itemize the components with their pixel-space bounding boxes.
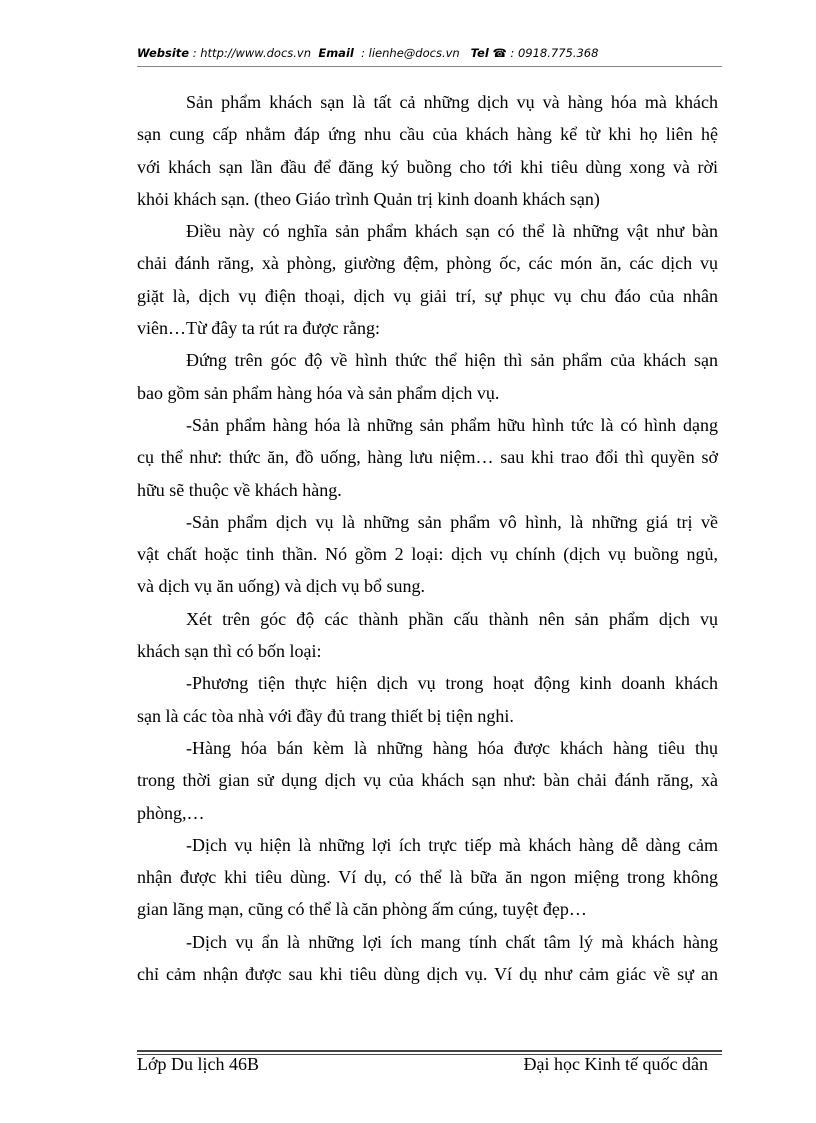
text-line: sạn cung cấp nhằm đáp ứng nhu cầu của khách hàng kể từ khi họ liên hệ [137,124,718,145]
paragraph [137,667,718,732]
text-line: -Sản phẩm dịch vụ là những sản phẩm vô hình, là những giá trị về [186,511,718,532]
tel-value: : 0918.775.368 [510,46,599,60]
website-label: Website [137,46,190,60]
text-line: vật chất hoặc tinh thần. Nó gồm 2 loại: dịch vụ chính (dịch vụ buồng ngủ, [137,544,718,565]
paragraph [137,344,718,409]
text-line: Đứng trên góc độ về hình thức thể hiện thì sản phẩm của khách sạn [186,350,718,371]
header-divider [137,66,722,67]
text-line: gian lãng mạn, cũng có thể là căn phòng ấm cúng, tuyệt đẹp… [137,899,587,920]
document-body [137,86,718,990]
text-line: viên…Từ đây ta rút ra được rằng: [137,318,380,339]
text-line: -Dịch vụ ẩn là những lợi ích mang tính chất tâm lý mà khách hàng [186,931,718,952]
paragraph [137,506,718,603]
paragraph [137,215,718,344]
text-line: -Sản phẩm hàng hóa là những sản phẩm hữu hình tức là có hình dạng [186,414,718,435]
text-line: sạn là các tòa nhà với đầy đủ trang thiết bị tiện nghi. [137,705,514,726]
email-link[interactable]: : lienhe@docs.vn [361,46,460,60]
paragraph [137,603,718,668]
phone-icon: ☎ [492,46,507,60]
text-line: hữu sẽ thuộc về khách hàng. [137,479,342,500]
text-line: cụ thể như: thức ăn, đồ uống, hàng lưu niệm… sau khi trao đổi thì quyền sở [137,447,718,468]
text-line: phòng,… [137,802,205,823]
text-line: nhận được khi tiêu dùng. Ví dụ, có thể là bữa ăn ngon miệng trong không [137,867,718,888]
text-line: chỉ cảm nhận được sau khi tiêu dùng dịch vụ. Ví dụ như cảm giác về sự an [137,964,718,985]
paragraph [137,926,718,991]
website-link[interactable]: : http://www.docs.vn [192,46,312,60]
footer-university: Đại học Kinh tế quốc dân [523,1054,708,1074]
paragraph [137,86,718,215]
text-line: Điều này có nghĩa sản phẩm khách sạn có thể là những vật như bàn [186,221,718,242]
email-label: Email [318,46,354,60]
text-line: với khách sạn lần đầu để đăng ký buồng cho tới khi tiêu dùng xong và rời [137,156,718,177]
text-line: trong thời gian sử dụng dịch vụ của khách sạn như: bàn chải đánh răng, xà [137,770,718,791]
tel-label: Tel [470,46,489,60]
paragraph [137,409,718,506]
page-header [137,46,722,60]
text-line: giặt là, dịch vụ điện thoại, dịch vụ giải trí, sự phục vụ chu đáo của nhân [137,285,718,306]
text-line: Sản phẩm khách sạn là tất cả những dịch vụ và hàng hóa mà khách [186,92,718,112]
text-line: chải đánh răng, xà phòng, giường đệm, phòng ốc, các món ăn, các dịch vụ [137,253,718,274]
text-line: -Dịch vụ hiện là những lợi ích trực tiếp mà khách hàng dễ dàng cảm [186,834,718,855]
footer-class: Lớp Du lịch 46B [137,1054,260,1074]
text-line: bao gồm sản phẩm hàng hóa và sản phẩm dịch vụ. [137,382,500,403]
paragraph [137,732,718,829]
page-footer [137,1054,708,1075]
text-line: và dịch vụ ăn uống) và dịch vụ bổ sung. [137,576,425,597]
text-line: khỏi khách sạn. (theo Giáo trình Quản trị kinh doanh khách sạn) [137,188,600,209]
text-line: -Hàng hóa bán kèm là những hàng hóa được khách hàng tiêu thụ [186,737,718,758]
text-line: Xét trên góc độ các thành phần cấu thành nên sản phẩm dịch vụ [186,608,718,629]
paragraph [137,829,718,926]
text-line: -Phương tiện thực hiện dịch vụ trong hoạt động kinh doanh khách [186,673,718,694]
text-line: khách sạn thì có bốn loại: [137,641,322,662]
